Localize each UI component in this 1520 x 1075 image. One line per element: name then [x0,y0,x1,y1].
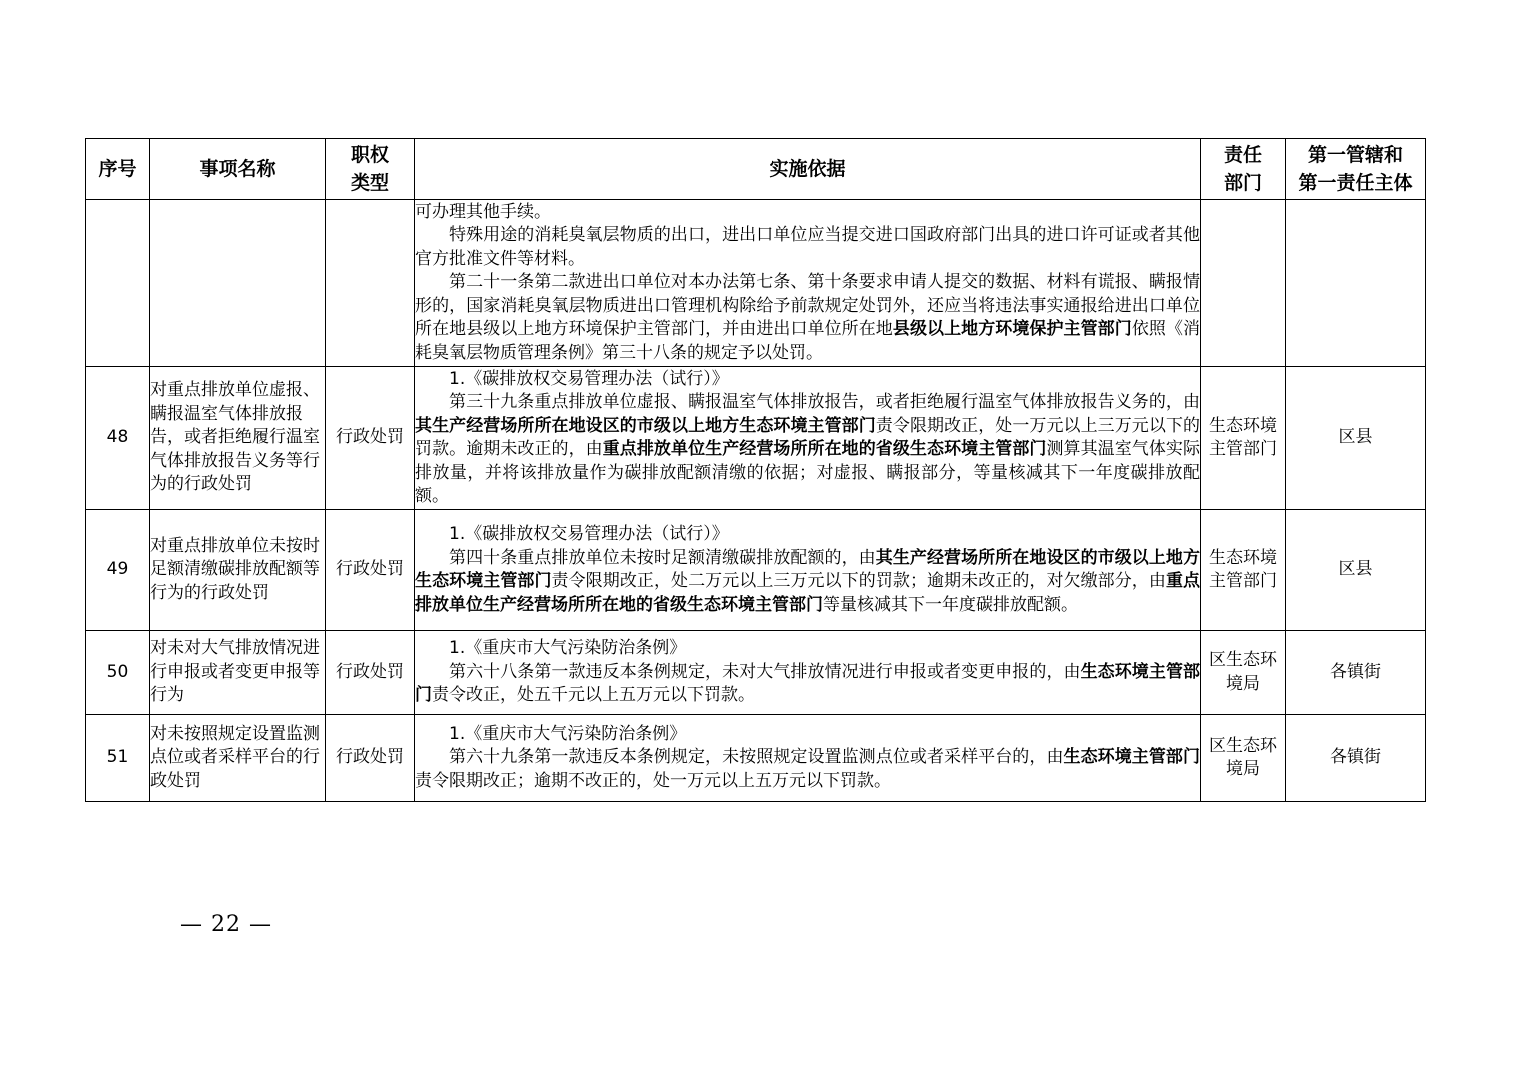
row-type: 行政处罚 [326,715,415,802]
authority-table [85,138,1426,802]
basis-text: 1.《碳排放权交易管理办法（试行）》 [449,524,729,544]
basis-paragraph [415,368,1200,392]
row-no: 48 [86,367,150,510]
basis-paragraph [415,201,1200,225]
header-subject-line2: 第一责任主体 [1298,172,1413,194]
row-name: 对重点排放单位未按时足额清缴碳排放配额等行为的行政处罚 [150,510,326,631]
table-row [86,510,1426,631]
basis-text: 可办理其他手续。 [415,201,551,222]
row-subject: 各镇街 [1286,715,1426,802]
basis-bold-text: 其生产经营场所所在地设区的市级以上地方生态环境主管部门 [415,547,1201,591]
row-no: 49 [86,510,150,631]
header-dept [1201,139,1286,200]
basis-text: 第六十八条第一款违反本条例规定，未对大气排放情况进行申报或者变更申报的，由 [449,661,1081,682]
row-basis [415,715,1201,802]
row-subject: 区县 [1286,367,1426,510]
basis-text: 1.《重庆市大气污染防治条例》 [449,723,687,744]
basis-bold-text: 重点排放单位生产经营场所所在地的省级生态环境主管部门 [602,439,1047,459]
header-dept-line2: 部门 [1223,172,1262,194]
row-basis [415,631,1201,715]
header-subject [1286,139,1426,200]
row-name: 对重点排放单位虚报、瞒报温室气体排放报告，或者拒绝履行温室气体排放报告义务等行为的行政处罚 [150,367,326,510]
basis-paragraph [415,391,1200,509]
basis-bold-text: 重点排放单位生产经营场所所在地的省级生态环境主管部门 [415,571,1201,615]
basis-paragraph [415,746,1200,793]
row-subject: 区县 [1286,510,1426,631]
basis-text: 依照《消耗臭氧层物质管理条例》第三十八条的规定予以处罚。 [415,319,1201,363]
row-type: 行政处罚 [326,367,415,510]
basis-text: 责令限期改正，处一万元以上三万元以下的罚款。逾期未改正的，由 [415,415,1201,459]
row-type [326,200,415,367]
row-no: 50 [86,631,150,715]
basis-text: 责令限期改正；逾期不改正的，处一万元以上五万元以下罚款。 [415,770,891,791]
row-no: 51 [86,715,150,802]
basis-bold-text: 生态环境主管部门 [415,661,1201,706]
table-header-row [86,139,1426,200]
basis-text: 第四十条重点排放单位未按时足额清缴碳排放配额的，由 [449,547,876,568]
basis-paragraph [415,224,1200,271]
basis-text: 1.《重庆市大气污染防治条例》 [449,638,687,659]
basis-paragraph [415,661,1200,708]
basis-paragraph [415,547,1200,618]
row-no [86,200,150,367]
row-dept: 生态环境主管部门 [1201,367,1286,510]
row-dept: 生态环境主管部门 [1201,510,1286,631]
row-name [150,200,326,367]
table-row [86,200,1426,367]
basis-bold-text: 生态环境主管部门 [1063,747,1201,768]
basis-text: 第二十一条第二款进出口单位对本办法第七条、第十条要求申请人提交的数据、材料有谎报、瞒报情形的，国家消耗臭氧层物质进出口管理机构除给予前款规定处罚外，还应当将违法事实通报给进出口单位所在地县级以上地方环境保护主管部门，并由进出口单位所在地 [415,272,1200,340]
header-type [326,139,415,200]
basis-paragraph [415,723,1200,747]
header-dept-line1: 责任 [1223,144,1262,166]
page-number: — 22 — [180,912,272,937]
table-row [86,631,1426,715]
basis-text: 测算其温室气体实际排放量，并将该排放量作为碳排放配额清缴的依据；对虚报、瞒报部分，等量核减其下一年度碳排放配额。 [415,439,1201,506]
basis-paragraph [415,637,1200,661]
row-subject [1286,200,1426,367]
basis-text: 责令改正，处五千元以上五万元以下罚款。 [432,685,755,706]
header-type-line2: 类型 [350,172,389,194]
header-subject-line1: 第一管辖和 [1307,144,1403,166]
row-dept: 区生态环境局 [1201,631,1286,715]
basis-text: 1.《碳排放权交易管理办法（试行）》 [449,368,729,389]
basis-text: 等量核减其下一年度碳排放配额。 [823,594,1078,615]
basis-bold-text: 县级以上地方环境保护主管部门 [892,319,1132,340]
basis-paragraph [415,271,1200,365]
row-basis [415,200,1201,367]
basis-text: 第六十九条第一款违反本条例规定，未按照规定设置监测点位或者采样平台的，由 [449,747,1064,768]
row-subject: 各镇街 [1286,631,1426,715]
table-row [86,367,1426,510]
table-row [86,715,1426,802]
row-type: 行政处罚 [326,631,415,715]
row-dept: 区生态环境局 [1201,715,1286,802]
header-basis: 实施依据 [415,139,1201,200]
basis-bold-text: 其生产经营场所所在地设区的市级以上地方生态环境主管部门 [415,415,876,436]
basis-text: 第三十九条重点排放单位虚报、瞒报温室气体排放报告，或者拒绝履行温室气体排放报告义务的，由 [449,392,1200,412]
header-name: 事项名称 [150,139,326,200]
basis-text: 特殊用途的消耗臭氧层物质的出口，进出口单位应当提交进口国政府部门出具的进口许可证或者其他官方批准文件等材料。 [415,225,1200,269]
row-name: 对未对大气排放情况进行申报或者变更申报等行为 [150,631,326,715]
basis-paragraph [415,523,1200,547]
header-no: 序号 [86,139,150,200]
row-dept [1201,200,1286,367]
row-name: 对未按照规定设置监测点位或者采样平台的行政处罚 [150,715,326,802]
row-basis [415,510,1201,631]
basis-text: 责令限期改正，处二万元以上三万元以下的罚款；逾期未改正的，对欠缴部分，由 [551,571,1166,591]
row-basis [415,367,1201,510]
header-type-line1: 职权 [350,144,389,166]
row-type: 行政处罚 [326,510,415,631]
